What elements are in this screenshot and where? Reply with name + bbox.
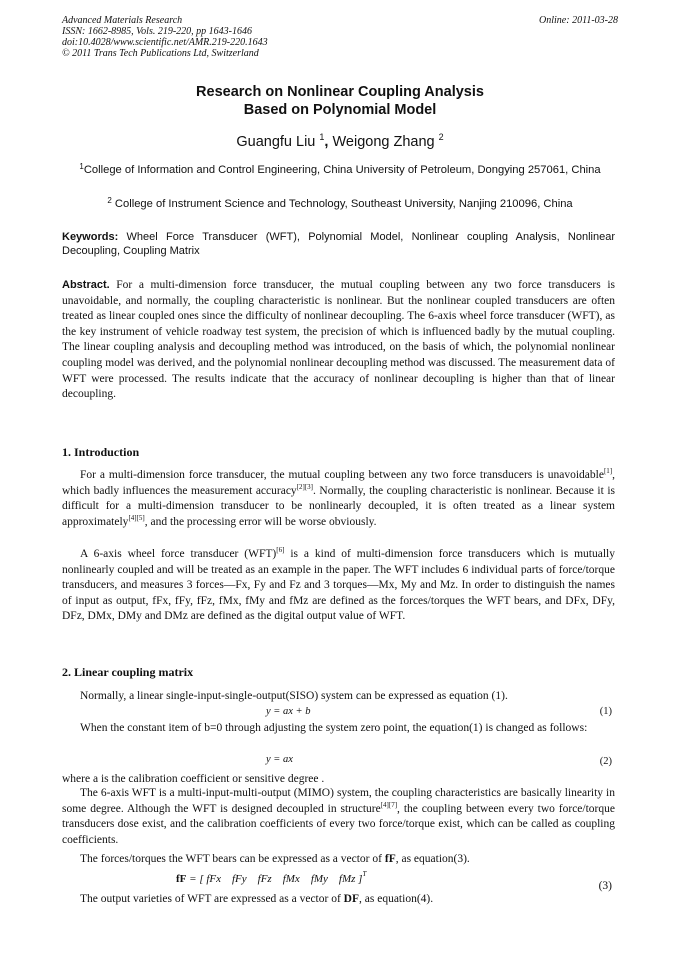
linear-paragraph-1: Normally, a linear single-input-single-output(SISO) system can be expressed as equation (1). xyxy=(80,690,508,702)
affiliation-2-mark: 2 xyxy=(107,196,112,205)
affiliation-1 xyxy=(62,159,618,178)
journal-doi[interactable]: doi:10.4028/www.scientific.net/AMR.219-220.1643 xyxy=(62,37,268,48)
equation-2-number: (2) xyxy=(599,756,612,767)
linear-paragraph-5: The forces/torques the WFT bears can be expressed as a vector of fF, as equation(3). xyxy=(80,853,470,865)
citation-ref[interactable]: [4][5] xyxy=(128,513,145,522)
citation-ref[interactable]: [1] xyxy=(603,467,613,475)
paper-title xyxy=(62,83,618,119)
section-2-heading: 2. Linear coupling matrix xyxy=(62,665,194,679)
intro-paragraph-1: For a multi-dimension force transducer, the mutual coupling between any two force transducers is unavoidable[1], which badly influences the measurement accuracy[2][3]. Normally, the coupling characteristic is nonlinear. Because it is difficult for a multi-dimension transducer to be nonlinearly decoupled, it is often treated as a linear system approximately[4][5], and the processing error will be worse obviously. xyxy=(62,467,615,528)
equation-1-number: (1) xyxy=(599,706,612,717)
title-line-2: Based on Polynomial Model xyxy=(243,102,437,118)
equation-3-transpose: T xyxy=(362,870,367,878)
author-1: Guangfu Liu xyxy=(236,134,316,150)
author-2: Weigong Zhang xyxy=(332,134,435,150)
citation-ref[interactable]: [2][3] xyxy=(296,482,314,491)
abstract-label: Abstract. xyxy=(62,279,110,291)
affiliation-1-text: College of Information and Control Engineering, China University of Petroleum, Dongying 257061, China xyxy=(83,164,601,176)
equation-3-rhs: = [ fFx fFy fFz fMx fMy fMz ] xyxy=(186,873,363,885)
equation-3-number: (3) xyxy=(598,880,612,892)
citation-ref[interactable]: [6] xyxy=(276,546,285,554)
equation-3 xyxy=(176,870,366,885)
equation-3-lhs: fF xyxy=(176,873,187,885)
author-separator: , xyxy=(324,134,329,150)
keywords xyxy=(62,230,615,258)
author-1-affiliation-mark: 1 xyxy=(319,132,325,142)
online-date: Online: 2011-03-28 xyxy=(539,15,618,26)
keywords-label: Keywords: xyxy=(62,231,119,243)
affiliation-2-text: College of Instrument Science and Technology, Southeast University, Nanjing 210096, China xyxy=(114,198,573,210)
journal-copyright: © 2011 Trans Tech Publications Ltd, Switzerland xyxy=(62,48,259,59)
linear-paragraph-3: where a is the calibration coefficient or sensitive degree . xyxy=(62,773,325,785)
journal-name: Advanced Materials Research xyxy=(62,15,183,26)
affiliation-2 xyxy=(62,193,618,212)
author-2-affiliation-mark: 2 xyxy=(438,132,444,142)
citation-ref[interactable]: [4][7] xyxy=(380,800,398,809)
linear-paragraph-4: The 6-axis WFT is a multi-input-multi-output (MIMO) system, the coupling characteristics are basically linearity in some degree. Although the WFT is designed decoupled in structure[4][7], the coupling between every two force/torque transducers dose exist, and the calibration coefficients of every two force/torque exist, which can be called as coupling coefficients. xyxy=(62,787,615,846)
linear-paragraph-2: When the constant item of b=0 through adjusting the system zero point, the equation(1) is changed as follows: xyxy=(80,722,588,734)
intro-paragraph-2: A 6-axis wheel force transducer (WFT)[6] is a kind of multi-dimension force transducers which is mutually nonlinearly coupled and will be treated as an example in the paper. The WFT includes 6 individual parts of force/torque transducers, and measures 3 forces—Fx, Fy and Fz and 3 torques—Mx, My and Mz. In order to distinguish the names of input as output, fFx, fFy, fFz, fMx, fMy and fMz are defined as the forces/torques the WFT bears, and DFx, DFy, DFz, DMx, DMy and DMz are defined as the digital output value of WFT. xyxy=(62,546,615,622)
affiliation-1-mark: 1 xyxy=(79,162,84,171)
abstract xyxy=(62,278,615,403)
keywords-text: Wheel Force Transducer (WFT), Polynomial Model, Nonlinear coupling Analysis, Nonlinear Decoupling, Coupling Matrix xyxy=(62,231,616,257)
journal-issn: ISSN: 1662-8985, Vols. 219-220, pp 1643-1646 xyxy=(62,26,252,37)
section-1-heading: 1. Introduction xyxy=(62,445,140,459)
journal-header xyxy=(62,15,618,59)
equation-1: y = ax + b xyxy=(266,706,311,717)
abstract-text: For a multi-dimension force transducer, the mutual coupling between any two force transducers is unavoidable, and normally, the coupling characteristic is nonlinear. But the nonlinear coupled transducers are often treated as linear coupled ones since the difficulty of nonlinear decoupling. The 6-axis wheel force transducer (WFT), as the key instrument of vehicle roadway test system, the precision of which is influenced badly by the mutual coupling. The linear coupling analysis and decoupling method was introduced, on the basis of which, the polynomial nonlinear coupling model was derived, and the polynomial nonlinear decoupling method was discussed. The measurement data of WFT were processed. The results indicate that the accuracy of nonlinear decoupling is higher than that of linear decoupling. xyxy=(62,279,615,401)
title-line-1: Research on Nonlinear Coupling Analysis xyxy=(196,84,484,100)
equation-2: y = ax xyxy=(266,754,293,765)
linear-paragraph-6: The output varieties of WFT are expressed as a vector of DF, as equation(4). xyxy=(80,893,434,905)
author-list xyxy=(62,132,618,150)
journal-info xyxy=(62,15,618,59)
